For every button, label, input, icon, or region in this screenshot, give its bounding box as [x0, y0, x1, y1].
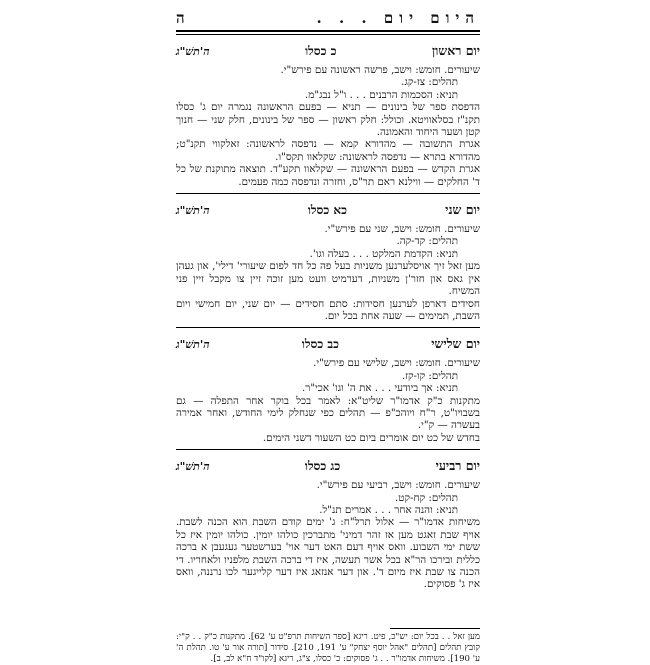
entry-line: תהלים: צז-קג.: [401, 76, 458, 89]
entry-line: אגרת הקדש — בפעם הראשונה — שקלאוו תקע"ד. תוצאה מתוקנת של כל ד' החלקים — ווילנא ראם תר"ס, וחזרה ונדפסה כמה פעמים.: [176, 163, 480, 188]
day-entry: [176, 194, 480, 325]
running-title: היום יום . . .: [316, 8, 480, 27]
entry-line: תניא: אך ביודעי . . . את ה' וגו' אכי"ר.: [302, 382, 458, 395]
entry-date: כב כסלו: [301, 337, 340, 352]
footnotes: [176, 632, 480, 665]
entry-day: יום שני: [445, 202, 480, 218]
entry-year: ה'תשׁ"ג: [176, 45, 210, 58]
entry-body: [176, 357, 480, 444]
day-entry: [176, 35, 480, 191]
entry-body: [176, 223, 480, 322]
page-number: ה: [176, 8, 191, 27]
book-page: [176, 8, 480, 665]
running-head: [176, 8, 480, 28]
entry-line: מען זאל זיך אויסלערנען משניות בעל פה כל חד לפום שיעורי' דילי', און געהן אין גאס און חזר'ן משניות, דערמיט וועט מען זוכה זיין צו מקבל זיין פני המשיח.: [176, 260, 480, 298]
entry-heading: [176, 458, 480, 474]
entry-heading: [176, 336, 480, 352]
entry-year: ה'תשׁ"ג: [176, 204, 210, 218]
footnote-rule: [390, 628, 480, 629]
entry-line: בחדש של כט יום אומרים ביום כט השעור דשני הימים.: [262, 431, 480, 444]
entry-date: כא כסלו: [307, 203, 347, 218]
entry-line: שיעורים. חומש: וישב, רביעי עם פירש"י.: [316, 479, 480, 492]
entry-line: שיעורים. חומש: וישב, שני עם פירש"י.: [324, 223, 480, 236]
entry-line: תניא: הסכמות הרבנים . . . ו"ל נבג"מ.: [305, 88, 458, 101]
day-entry: [176, 328, 480, 447]
entry-date: כ כסלו: [305, 44, 337, 58]
entry-heading: [176, 202, 480, 218]
entry-heading: [176, 43, 480, 59]
entry-day: יום שלישי: [431, 336, 480, 352]
entry-line: תהלים: קח-קט.: [395, 491, 458, 504]
entry-line: תהלים: קד-קה.: [396, 235, 458, 248]
footnote-text: מען זאל . . בכל יום: יש"כ, פיט. ריגא [ספר השיחות תרפ"ט ע' 62]. מתקנות כ"ק . . ק"י: קובץ תהלים [תהלים "אהל יוסף יצחק" ע' 191, 210]. סידור [תורה אור ע' טו. תהלת ה' ע' 190]. משיחות אדמו"ר . . ג' פסוקים: כ' כסלו, צ"ג, ריגא [לקו"ד ח"א לב, ב].: [176, 631, 480, 664]
entry-line: שיעורים. חומש: וישב, פרשה ראשונה עם פירש"י.: [280, 64, 480, 76]
entry-line: תהלים: קו-קז.: [401, 369, 458, 382]
entry-line: תניא: הקדמת המלקט . . . בעלה וגו'.: [309, 247, 458, 260]
entry-year: ה'תשׁ"ג: [176, 338, 210, 352]
entry-day: יום רביעי: [435, 458, 480, 474]
entry-body: [176, 479, 480, 591]
entry-line: הדפסת ספר של בינונים — תניא — בפעם הראשונה נגמרה יום ג' כסלו תקנ"ז בסלאוויטא. וכולל: חלק ראשון — ספר של בינונים, חלק שני — חנוך קטן ושער היחוד והאמונה.: [176, 101, 480, 139]
header-rule-thick: [176, 30, 480, 32]
entry-line: חסידים דארפן לערנען חסידות: סתם חסידים — יום שני, יום חמישי ויום השבת, תמימים — שעה אחת בכל יום.: [176, 297, 480, 322]
entry-day: יום ראשון: [431, 43, 480, 58]
entry-year: ה'תשׁ"ג: [176, 460, 210, 474]
entry-line: תניא: והנה אחר . . . אמרים תנ"ל.: [319, 503, 458, 516]
day-entry: [176, 450, 480, 594]
entry-line: שיעורים. חומש: וישב, שלישי עם פירש"י.: [313, 357, 480, 370]
entry-line: אגרת התשובה — מהדורא קמא — נדפסה לראשונה: זאלקווי תקנ"ט; מהדורא בתרא — נדפסה לראשונה: שקלאוו תקס"ו.: [176, 138, 480, 163]
entry-line: משיחות אדמו"ר — אלול תרל"ח: ג' ימים קודם השבת הוא הכנה לשבת. אויף שבת זאגט מען אז זהר דמיני' מתברכין כולהו יומין. כולהו יומין איז כל ששת ימי השבוע. וואס אויף דעם האט דער אוי' בערשטער געגעבן א ברכה כללית ובירכו הר"א בכל אשר תעשה, איז די ברכה השבת מלפניו ולאחריו. די הכנה צו שבת איז מיום ד'. און דער אנזאג איז דער קלייגער לכו נרננה, וואס איז ג' פסוקים.: [176, 516, 480, 591]
entry-body: [176, 64, 480, 188]
entry-line: מתקנות כ"ק אדמו"ר שליט"א: לאמר בכל בוקר אחר התפלה — גם בשבויו"ט, ר"ח ויוהכ"פ — תהלים כפי שנחלק לימי החודש, ואחר אמירה בעשרה — ק"י.: [176, 394, 480, 432]
entry-date: כג כסלו: [304, 459, 341, 474]
